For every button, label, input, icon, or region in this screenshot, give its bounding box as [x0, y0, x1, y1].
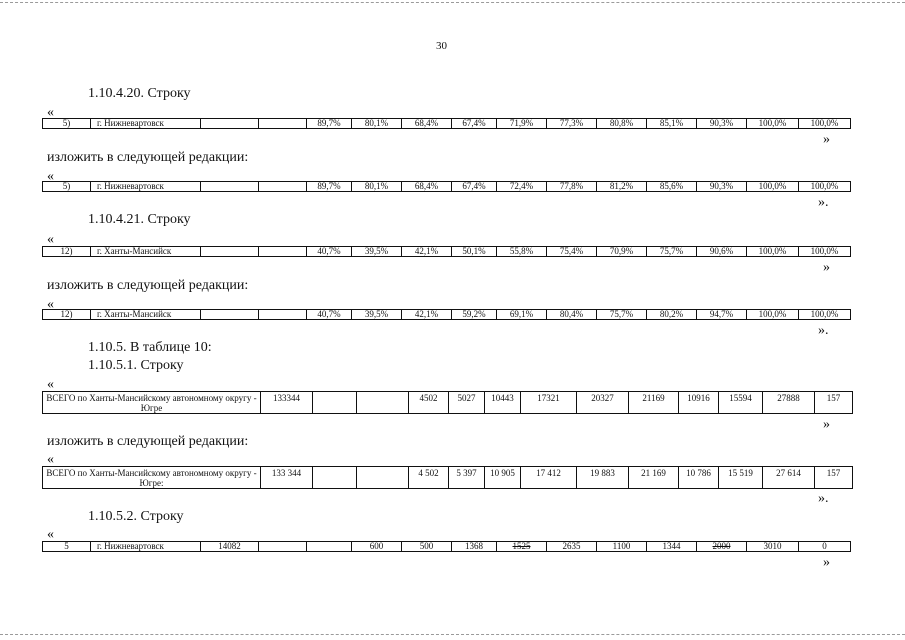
replace-text: изложить в следующей редакции:: [47, 434, 249, 449]
cell: 100,0%: [799, 182, 851, 192]
cell: 75,7%: [647, 247, 697, 257]
cell-name: г. Нижневартовск: [91, 182, 201, 192]
cell-number: 5: [43, 542, 91, 552]
open-quote: «: [47, 105, 54, 120]
cell: 39,5%: [352, 247, 402, 257]
cell-name: ВСЕГО по Ханты-Мансийскому автономному округу - Югре: [43, 392, 261, 414]
cell: 1368: [452, 542, 497, 552]
cell: 4 502: [409, 467, 449, 489]
cell: [259, 182, 307, 192]
heading-1-10-5-2: 1.10.5.2. Строку: [88, 509, 184, 524]
cell: 68,4%: [402, 182, 452, 192]
cell: 157: [815, 467, 853, 489]
cell: 40,7%: [307, 247, 352, 257]
close-quote: »: [823, 132, 830, 147]
cell-strikethrough: 2000: [697, 542, 747, 552]
cell: 77,8%: [547, 182, 597, 192]
table-row-1: [42, 118, 851, 129]
cell: [313, 392, 357, 414]
table-row-6: [42, 466, 853, 489]
cell: [259, 119, 307, 129]
cell: 10443: [485, 392, 521, 414]
cell: 85,6%: [647, 182, 697, 192]
cell: 133344: [261, 392, 313, 414]
page-number: 30: [436, 40, 447, 52]
close-quote-dot: ».: [818, 195, 829, 210]
cell: [201, 182, 259, 192]
cell: 0: [799, 542, 851, 552]
cell: 80,1%: [352, 119, 402, 129]
cell: 80,2%: [647, 310, 697, 320]
cell: 80,1%: [352, 182, 402, 192]
cell: 90,6%: [697, 247, 747, 257]
cell: 133 344: [261, 467, 313, 489]
cell: 100,0%: [799, 119, 851, 129]
cell: [313, 467, 357, 489]
cell: [259, 310, 307, 320]
cell: 10 786: [679, 467, 719, 489]
cell: 20327: [577, 392, 629, 414]
cell: [201, 310, 259, 320]
cell: 39,5%: [352, 310, 402, 320]
cell: 68,4%: [402, 119, 452, 129]
cell-name: ВСЕГО по Ханты-Мансийскому автономному округу - Югре:: [43, 467, 261, 489]
cell: 81,2%: [597, 182, 647, 192]
cell: [201, 247, 259, 257]
cell: 72,4%: [497, 182, 547, 192]
cell: 100,0%: [747, 119, 799, 129]
cell-number: 5): [43, 119, 91, 129]
heading-1-10-4-20: 1.10.4.20. Строку: [88, 86, 191, 101]
cell: 67,4%: [452, 119, 497, 129]
table-row-3: [42, 246, 851, 257]
table-row-2: [42, 181, 851, 192]
cell: 4502: [409, 392, 449, 414]
cell: 14082: [201, 542, 259, 552]
cell: 19 883: [577, 467, 629, 489]
cell: [259, 542, 307, 552]
cell: 5 397: [449, 467, 485, 489]
open-quote: «: [47, 527, 54, 542]
cell: 75,7%: [597, 310, 647, 320]
cell: [357, 467, 409, 489]
close-quote: »: [823, 260, 830, 275]
table-row-4: [42, 309, 851, 320]
open-quote: «: [47, 377, 54, 392]
cell: 67,4%: [452, 182, 497, 192]
scan-edge-bottom: [0, 634, 905, 635]
open-quote: «: [47, 232, 54, 247]
cell: 42,1%: [402, 247, 452, 257]
cell-name: г. Нижневартовск: [91, 119, 201, 129]
cell: 27888: [763, 392, 815, 414]
cell: 3010: [747, 542, 799, 552]
cell: 59,2%: [452, 310, 497, 320]
close-quote-dot: ».: [818, 323, 829, 338]
cell: 69,1%: [497, 310, 547, 320]
cell: 15 519: [719, 467, 763, 489]
cell: 600: [352, 542, 402, 552]
cell: 75,4%: [547, 247, 597, 257]
cell: 1344: [647, 542, 697, 552]
heading-1-10-5: 1.10.5. В таблице 10:: [88, 340, 212, 355]
open-quote: «: [47, 297, 54, 312]
cell: 94,7%: [697, 310, 747, 320]
cell: 15594: [719, 392, 763, 414]
cell-name: г. Ханты-Мансийск: [91, 247, 201, 257]
cell: [259, 247, 307, 257]
cell: [201, 119, 259, 129]
cell: 27 614: [763, 467, 815, 489]
heading-1-10-5-1: 1.10.5.1. Строку: [88, 358, 184, 373]
cell: 89,7%: [307, 119, 352, 129]
cell: 80,8%: [597, 119, 647, 129]
cell: 21169: [629, 392, 679, 414]
cell: 70,9%: [597, 247, 647, 257]
cell: 100,0%: [747, 247, 799, 257]
open-quote: «: [47, 169, 54, 184]
close-quote: »: [823, 417, 830, 432]
cell-name: г. Ханты-Мансийск: [91, 310, 201, 320]
cell-strikethrough: 1525: [497, 542, 547, 552]
cell-number: 12): [43, 247, 91, 257]
cell-name: г. Нижневартовск: [91, 542, 201, 552]
replace-text: изложить в следующей редакции:: [47, 278, 249, 293]
cell: 55,8%: [497, 247, 547, 257]
cell: 100,0%: [799, 310, 851, 320]
replace-text: изложить в следующей редакции:: [47, 150, 249, 165]
cell: 90,3%: [697, 182, 747, 192]
cell: 85,1%: [647, 119, 697, 129]
cell: 100,0%: [799, 247, 851, 257]
cell: 10 905: [485, 467, 521, 489]
cell: 500: [402, 542, 452, 552]
close-quote: »: [823, 555, 830, 570]
table-row-7: [42, 541, 851, 552]
cell: 1100: [597, 542, 647, 552]
cell: 77,3%: [547, 119, 597, 129]
cell: [307, 542, 352, 552]
cell: 89,7%: [307, 182, 352, 192]
open-quote: «: [47, 452, 54, 467]
cell: 71,9%: [497, 119, 547, 129]
cell-number: 12): [43, 310, 91, 320]
cell: 42,1%: [402, 310, 452, 320]
cell: 100,0%: [747, 310, 799, 320]
cell: 17 412: [521, 467, 577, 489]
cell: 2635: [547, 542, 597, 552]
cell: 100,0%: [747, 182, 799, 192]
close-quote-dot: ».: [818, 491, 829, 506]
cell: 50,1%: [452, 247, 497, 257]
cell: 157: [815, 392, 853, 414]
cell-number: 5): [43, 182, 91, 192]
heading-1-10-4-21: 1.10.4.21. Строку: [88, 212, 191, 227]
table-row-5: [42, 391, 853, 414]
cell: 21 169: [629, 467, 679, 489]
scan-edge-top: [0, 2, 905, 3]
cell: 10916: [679, 392, 719, 414]
cell: 90,3%: [697, 119, 747, 129]
cell: 5027: [449, 392, 485, 414]
cell: 40,7%: [307, 310, 352, 320]
cell: 17321: [521, 392, 577, 414]
cell: [357, 392, 409, 414]
cell: 80,4%: [547, 310, 597, 320]
